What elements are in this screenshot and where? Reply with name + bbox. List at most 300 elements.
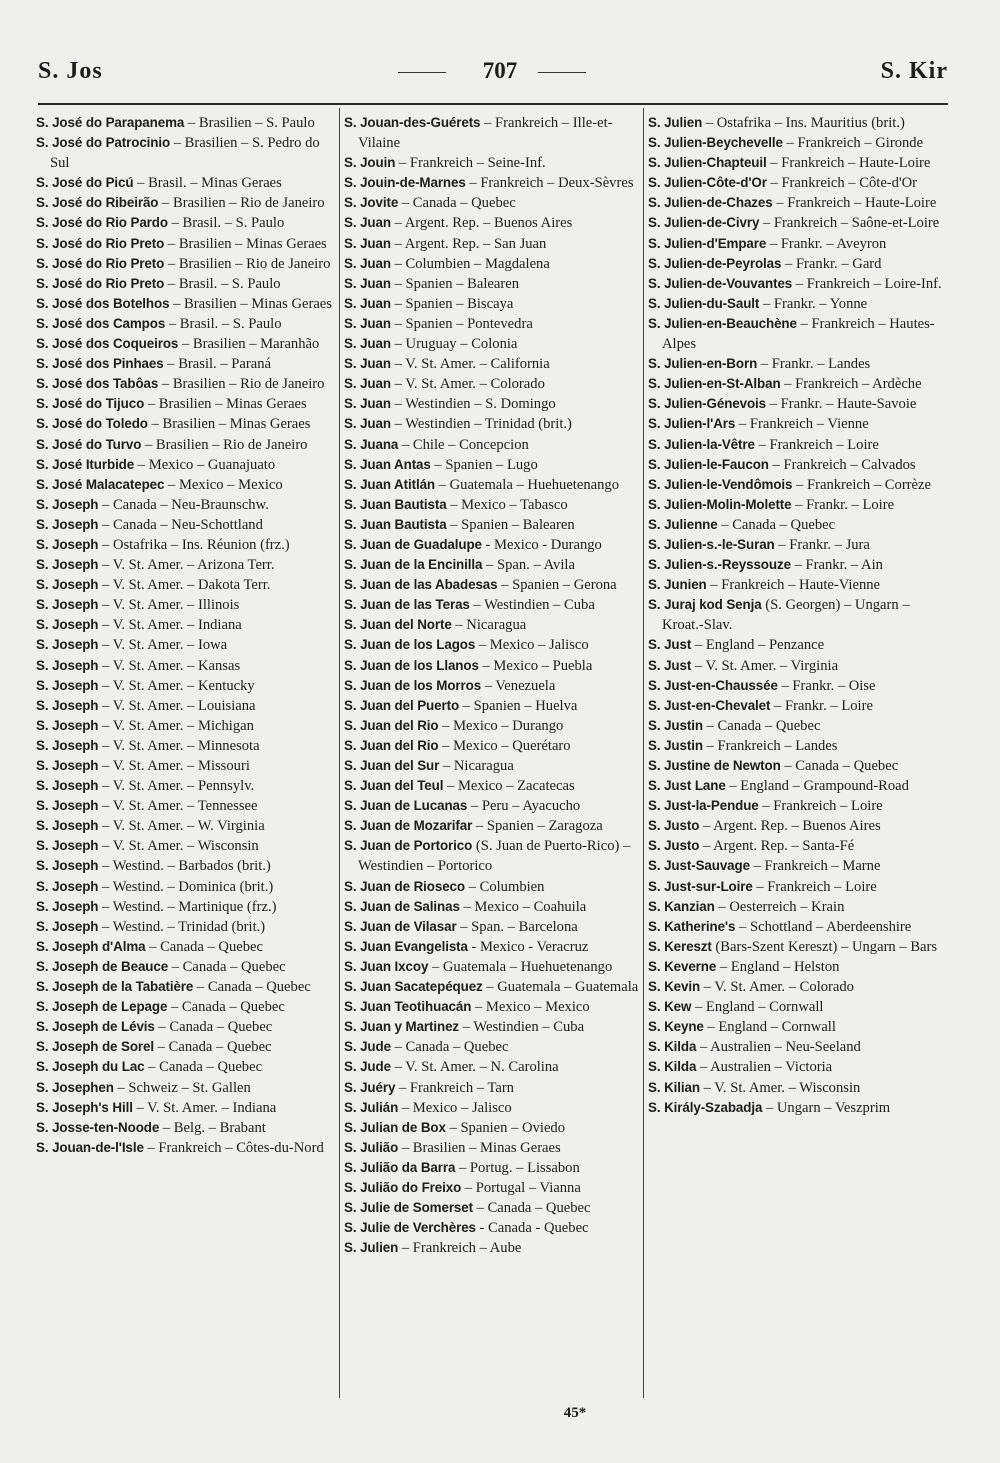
place-name: S. Juan de Lucanas bbox=[344, 798, 468, 814]
gazetteer-entry bbox=[344, 1078, 644, 1098]
place-name: S. Juan bbox=[344, 315, 391, 331]
place-location: – Frankr. – Landes bbox=[757, 356, 871, 373]
gazetteer-entry bbox=[648, 294, 948, 314]
page-header bbox=[0, 58, 1000, 92]
place-name: S. Kilda bbox=[648, 1039, 697, 1055]
gazetteer-entry bbox=[344, 1037, 644, 1057]
place-name: S. Jouan-des-Guérets bbox=[344, 115, 481, 130]
place-location: – Brasil. – S. Paulo bbox=[167, 215, 285, 232]
place-location: – England – Helston bbox=[716, 958, 840, 975]
place-location: – Chile – Concepcion bbox=[398, 436, 529, 453]
place-location: – Spanien – Balearen bbox=[446, 516, 575, 533]
gazetteer-entry bbox=[648, 776, 948, 796]
place-location: – Canada – Quebec bbox=[390, 1039, 509, 1056]
gazetteer-entry bbox=[344, 615, 644, 635]
gazetteer-entry bbox=[344, 515, 644, 535]
place-location: – V. St. Amer. – Iowa bbox=[98, 637, 228, 654]
place-location: - Canada - Quebec bbox=[475, 1220, 589, 1237]
gazetteer-entry bbox=[36, 696, 336, 716]
gazetteer-entry bbox=[36, 354, 336, 374]
place-location: – Frankr. – Loire bbox=[791, 496, 895, 513]
gazetteer-entry bbox=[344, 354, 644, 374]
gazetteer-entry bbox=[648, 897, 948, 917]
gazetteer-entry bbox=[36, 957, 336, 977]
place-name: S. Juan de los Morros bbox=[344, 677, 482, 693]
gazetteer-entry bbox=[648, 1098, 948, 1118]
place-location: – Columbien – Magdalena bbox=[390, 255, 550, 272]
place-location: – Span. – Avila bbox=[482, 557, 575, 574]
place-name: S. Joseph bbox=[36, 818, 99, 834]
gazetteer-entry bbox=[36, 756, 336, 776]
place-name: S. Juan de Guadalupe bbox=[344, 536, 482, 552]
place-name: S. Juan de Mozarifar bbox=[344, 818, 473, 834]
place-location: – Frankreich – Tarn bbox=[395, 1079, 514, 1096]
gazetteer-entry bbox=[344, 1118, 644, 1138]
gazetteer-entry bbox=[648, 394, 948, 414]
column-3 bbox=[648, 113, 948, 1403]
gazetteer-entry bbox=[36, 1118, 336, 1138]
place-name: S. Julien-d'Empare bbox=[648, 235, 767, 251]
place-name: S. Joseph d'Alma bbox=[36, 938, 146, 954]
place-name: S. Joseph de Sorel bbox=[36, 1039, 155, 1055]
place-name: S. José do Turvo bbox=[36, 436, 142, 452]
place-location: – V. St. Amer. – Kentucky bbox=[98, 677, 255, 694]
place-name: S. Joseph de Beauce bbox=[36, 958, 169, 974]
place-name: S. José do Toledo bbox=[36, 416, 148, 432]
gazetteer-entry bbox=[648, 937, 948, 957]
place-name: S. José dos Botelhos bbox=[36, 295, 170, 311]
place-location: – Mexico – Mexico bbox=[471, 999, 590, 1016]
gazetteer-entry bbox=[648, 957, 948, 977]
place-name: S. Joseph bbox=[36, 496, 99, 512]
place-name: S. Joseph bbox=[36, 637, 99, 653]
place-name: S. Julien-Chapteuil bbox=[648, 155, 767, 171]
place-name: S. Julião bbox=[344, 1139, 399, 1155]
gazetteer-entry bbox=[344, 254, 644, 274]
place-location: – Frankreich – Loire bbox=[758, 798, 883, 815]
gazetteer-entry bbox=[36, 133, 336, 173]
gazetteer-entry bbox=[648, 213, 948, 233]
place-location: – Frankr. – Ain bbox=[790, 557, 883, 574]
header-left-keyword: S. Jos bbox=[38, 58, 103, 84]
place-location: – Brasilien – Rio de Janeiro bbox=[141, 436, 308, 453]
place-name: S. Justine de Newton bbox=[648, 758, 781, 773]
gazetteer-entry bbox=[344, 535, 644, 555]
place-location: – Ungarn – Veszprim bbox=[762, 1099, 891, 1116]
place-name: S. Keverne bbox=[648, 958, 717, 974]
signature-mark: 45* bbox=[563, 1405, 587, 1421]
gazetteer-entry bbox=[344, 937, 644, 957]
gazetteer-entry bbox=[648, 193, 948, 213]
place-name: S. Juan de la Encinilla bbox=[344, 557, 483, 573]
gazetteer-entry bbox=[36, 816, 336, 836]
gazetteer-entry bbox=[344, 495, 644, 515]
place-name: S. Jouin-de-Marnes bbox=[344, 175, 466, 191]
place-name: S. Just-en-Chevalet bbox=[648, 697, 771, 713]
place-location: (S. Juan de Puerto-Rico) – Westindien – Portorico bbox=[358, 838, 631, 875]
gazetteer-entry bbox=[344, 796, 644, 816]
place-name: S. Joseph's Hill bbox=[36, 1099, 133, 1115]
place-name: S. Justin bbox=[648, 737, 703, 753]
place-location: – Frankr. – Aveyron bbox=[766, 235, 887, 252]
place-name: S. Juan Atitlán bbox=[344, 476, 436, 492]
place-name: S. Juan bbox=[344, 336, 391, 352]
gazetteer-entry bbox=[344, 997, 644, 1017]
gazetteer-entry bbox=[36, 897, 336, 917]
place-location: – Canada – Quebec bbox=[144, 1059, 263, 1076]
place-location: – Frankreich – Landes bbox=[702, 737, 838, 754]
place-location: – Australien – Neu-Seeland bbox=[696, 1039, 861, 1056]
gazetteer-entry bbox=[36, 776, 336, 796]
place-name: S. Kanzian bbox=[648, 898, 715, 914]
place-name: S. Joseph bbox=[36, 737, 99, 753]
place-location: – Brasil. – Minas Geraes bbox=[133, 175, 282, 192]
gazetteer-entry bbox=[648, 676, 948, 696]
gazetteer-entry bbox=[648, 575, 948, 595]
place-name: S. Joseph bbox=[36, 838, 99, 854]
place-location: – Portugal – Vianna bbox=[461, 1179, 581, 1196]
place-location: – Oesterreich – Krain bbox=[714, 898, 845, 915]
gazetteer-entry bbox=[344, 575, 644, 595]
place-location: – Brasil. – S. Paulo bbox=[164, 275, 281, 292]
gazetteer-entry bbox=[344, 153, 644, 173]
gazetteer-entry bbox=[36, 595, 336, 615]
place-name: S. Juan del Teul bbox=[344, 778, 444, 794]
place-name: S. Juan Antas bbox=[344, 456, 431, 472]
place-location: – Mexico – Puebla bbox=[478, 657, 593, 674]
place-name: S. Justo bbox=[648, 838, 700, 854]
place-location: – Frankr. – Jura bbox=[774, 536, 870, 553]
gazetteer-entry bbox=[648, 836, 948, 856]
place-location: – Ostafrika – Ins. Réunion (frz.) bbox=[98, 536, 290, 553]
gazetteer-entry bbox=[344, 1138, 644, 1158]
place-location: – Spanien – Gerona bbox=[497, 577, 617, 594]
place-name: S. José do Ribeirão bbox=[36, 195, 159, 211]
gazetteer-entry bbox=[648, 173, 948, 193]
place-name: S. Joseph bbox=[36, 657, 99, 673]
place-name: S. Kereszt bbox=[648, 938, 712, 954]
gazetteer-entry bbox=[344, 1178, 644, 1198]
place-name: S. Julien bbox=[344, 1240, 399, 1256]
place-name: S. Joseph bbox=[36, 597, 99, 613]
gazetteer-entry bbox=[648, 656, 948, 676]
column-divider bbox=[339, 108, 340, 1398]
place-name: S. Juan del Rio bbox=[344, 717, 439, 733]
gazetteer-entry bbox=[36, 1037, 336, 1057]
place-location: – Argent. Rep. – San Juan bbox=[390, 235, 547, 252]
place-location: – V. St. Amer. – N. Carolina bbox=[390, 1059, 559, 1076]
place-name: S. Julien-le-Vendômois bbox=[648, 476, 793, 492]
gazetteer-entry bbox=[36, 435, 336, 455]
place-location: – Spanien – Lugo bbox=[430, 456, 538, 473]
place-name: S. Julien-du-Sault bbox=[648, 295, 760, 311]
gazetteer-entry bbox=[648, 414, 948, 434]
place-name: S. Julião da Barra bbox=[344, 1159, 456, 1175]
place-location: – Venezuela bbox=[481, 677, 556, 694]
gazetteer-entry bbox=[344, 1218, 644, 1238]
gazetteer-entry bbox=[344, 314, 644, 334]
place-name: S. Joseph bbox=[36, 536, 99, 552]
place-name: S. Joseph bbox=[36, 898, 99, 914]
place-name: S. Joseph bbox=[36, 717, 99, 733]
place-location: – Mexico – Querétaro bbox=[438, 737, 571, 754]
place-name: S. Julie de Verchères bbox=[344, 1220, 476, 1236]
place-name: S. Joseph de Lepage bbox=[36, 999, 168, 1015]
gazetteer-entry bbox=[648, 113, 948, 133]
place-location: – V. St. Amer. – Colorado bbox=[390, 376, 545, 393]
place-location: – Canada – Quebec bbox=[167, 999, 285, 1016]
place-name: S. Juan Teotihuacán bbox=[344, 999, 472, 1015]
place-name: S. Just bbox=[648, 637, 692, 653]
gazetteer-entry bbox=[648, 816, 948, 836]
gazetteer-entry bbox=[344, 716, 644, 736]
place-name: S. Just Lane bbox=[648, 778, 726, 794]
place-name: S. José Iturbide bbox=[36, 456, 135, 472]
place-location: – Australien – Victoria bbox=[696, 1059, 833, 1076]
place-location: – Frankreich – Hautes-Alpes bbox=[662, 315, 935, 353]
gazetteer-entry bbox=[648, 475, 948, 495]
place-name: S. José do Patrocinio bbox=[36, 135, 171, 151]
gazetteer-entry bbox=[648, 234, 948, 254]
place-location: – Westind. – Trinidad (brit.) bbox=[98, 918, 266, 935]
gazetteer-entry bbox=[36, 535, 336, 555]
place-name: S. Jude bbox=[344, 1039, 391, 1055]
place-location: – Guatemala – Huehuetenango bbox=[428, 958, 613, 975]
place-location: – Frankreich – Côte-d'Or bbox=[766, 175, 917, 192]
place-location: – Frankreich – Calvados bbox=[768, 456, 916, 473]
place-location: – V. St. Amer. – Michigan bbox=[98, 717, 254, 734]
gazetteer-entry bbox=[344, 113, 644, 153]
gazetteer-entry bbox=[36, 475, 336, 495]
place-name: S. Jude bbox=[344, 1059, 391, 1075]
place-location: – Schweiz – St. Gallen bbox=[113, 1079, 251, 1096]
place-name: S. José do Picú bbox=[36, 175, 134, 191]
gazetteer-entry bbox=[36, 977, 336, 997]
place-name: S. Juan Ixcoy bbox=[344, 958, 429, 974]
place-location: – V. St. Amer. – California bbox=[390, 356, 550, 373]
place-location: – Frankr. – Haute-Savoie bbox=[766, 396, 917, 413]
gazetteer-entry bbox=[344, 736, 644, 756]
gazetteer-entry bbox=[648, 917, 948, 937]
gazetteer-entry bbox=[36, 515, 336, 535]
gazetteer-entry bbox=[648, 354, 948, 374]
gazetteer-entry bbox=[344, 917, 644, 937]
place-location: – Argent. Rep. – Buenos Aires bbox=[699, 818, 881, 835]
place-location: – Westindien – Cuba bbox=[469, 597, 595, 614]
place-location: – Brasil. – S. Paulo bbox=[165, 315, 282, 332]
place-location: – Frankreich – Loire bbox=[752, 878, 877, 895]
gazetteer-entry bbox=[344, 776, 644, 796]
gazetteer-entry bbox=[36, 414, 336, 434]
place-location: – V. St. Amer. – Wisconsin bbox=[699, 1079, 861, 1096]
place-name: S. José do Tijuco bbox=[36, 396, 145, 412]
gazetteer-entry bbox=[36, 575, 336, 595]
gazetteer-entry bbox=[648, 535, 948, 555]
place-location: – Canada – Quebec bbox=[193, 979, 311, 996]
place-location: – Frankreich – Côtes-du-Nord bbox=[143, 1139, 324, 1156]
place-location: – Ostafrika – Ins. Mauritius (brit.) bbox=[702, 115, 905, 131]
page-number: 707 bbox=[482, 58, 518, 83]
place-location: – Frankr. – Oise bbox=[777, 677, 876, 694]
gazetteer-entry bbox=[36, 836, 336, 856]
gazetteer-entry bbox=[344, 676, 644, 696]
place-location: – Argent. Rep. – Buenos Aires bbox=[390, 215, 573, 232]
place-location: – Peru – Ayacucho bbox=[467, 798, 581, 815]
gazetteer-entry bbox=[648, 254, 948, 274]
gazetteer-entry bbox=[648, 796, 948, 816]
place-name: S. Julien-Beychevelle bbox=[648, 135, 783, 151]
gazetteer-entry bbox=[344, 977, 644, 997]
place-name: S. Juan de las Abadesas bbox=[344, 577, 498, 593]
place-location: – Uruguay – Colonia bbox=[390, 336, 518, 353]
place-location: – Span. – Barcelona bbox=[456, 918, 578, 935]
gazetteer-entry bbox=[344, 595, 644, 615]
place-name: S. Joseph bbox=[36, 758, 99, 773]
gazetteer-entry bbox=[648, 1037, 948, 1057]
place-location: – Canada – Quebec bbox=[717, 516, 836, 533]
gazetteer-entry bbox=[648, 595, 948, 635]
place-name: S. Joseph bbox=[36, 697, 99, 713]
gazetteer-entry bbox=[344, 656, 644, 676]
place-location: – Guatemala – Huehuetenango bbox=[435, 476, 619, 493]
place-name: S. Juan del Puerto bbox=[344, 697, 460, 713]
gazetteer-entry bbox=[648, 856, 948, 876]
gazetteer-entry bbox=[36, 193, 336, 213]
place-name: S. Joseph bbox=[36, 577, 99, 593]
place-name: S. Joseph bbox=[36, 677, 99, 693]
place-location: – Frankreich – Ille-et-Vilaine bbox=[358, 115, 613, 152]
place-name: S. José do Rio Preto bbox=[36, 275, 165, 291]
place-name: S. Julien-s.-Reyssouze bbox=[648, 557, 791, 573]
place-name: S. Juan de los Llanos bbox=[344, 657, 479, 673]
header-right-keyword: S. Kir bbox=[880, 58, 948, 84]
gazetteer-entry bbox=[36, 374, 336, 394]
place-name: S. Julien-le-Faucon bbox=[648, 456, 769, 472]
column-divider bbox=[643, 108, 644, 1398]
place-name: S. Juan del Norte bbox=[344, 617, 452, 633]
place-location: - Mexico - Veracruz bbox=[467, 938, 589, 955]
place-location: – Canada – Quebec bbox=[472, 1200, 591, 1217]
place-name: S. Joseph du Lac bbox=[36, 1059, 145, 1075]
place-name: S. Joseph bbox=[36, 778, 99, 794]
place-name: S. Julie de Somerset bbox=[344, 1200, 473, 1216]
gazetteer-entry bbox=[36, 917, 336, 937]
gazetteer-entry bbox=[36, 1138, 336, 1158]
place-location: – Brasilien – Rio de Janeiro bbox=[158, 195, 325, 212]
place-location: – Mexico – Guanajuato bbox=[134, 456, 276, 473]
gazetteer-entry bbox=[344, 455, 644, 475]
place-name: S. Julienne bbox=[648, 516, 718, 532]
place-name: S. Katherine's bbox=[648, 918, 736, 934]
place-name: S. Juan de Portorico bbox=[344, 838, 473, 854]
place-location: – Brasilien – Minas Geraes bbox=[164, 235, 327, 252]
place-location: – V. St. Amer. – Indiana bbox=[132, 1099, 277, 1116]
place-location: – Frankreich – Haute-Loire bbox=[766, 155, 931, 172]
place-name: S. José dos Pinhaes bbox=[36, 356, 164, 372]
place-location: – Frankreich – Vienne bbox=[735, 416, 869, 433]
place-name: S. Just-la-Pendue bbox=[648, 798, 759, 814]
place-name: S. Juan bbox=[344, 416, 391, 432]
gazetteer-entry bbox=[648, 716, 948, 736]
place-location: – Canada – Quebec bbox=[154, 1019, 273, 1036]
place-location: – Brasilien – Rio de Janeiro bbox=[164, 255, 331, 272]
gazetteer-entry bbox=[344, 756, 644, 776]
place-location: – Spanien – Pontevedra bbox=[390, 315, 533, 332]
place-location: (S. Georgen) – Ungarn – Kroat.-Slav. bbox=[662, 597, 910, 634]
place-location: – England – Grampound-Road bbox=[725, 778, 909, 795]
gazetteer-entry bbox=[36, 656, 336, 676]
place-location: – Westind. – Barbados (brit.) bbox=[98, 858, 271, 875]
gazetteer-entry bbox=[36, 877, 336, 897]
gazetteer-entry bbox=[648, 515, 948, 535]
place-name: S. José dos Coqueiros bbox=[36, 336, 179, 352]
gazetteer-entry bbox=[648, 455, 948, 475]
place-name: S. Juan de las Teras bbox=[344, 597, 470, 613]
place-name: S. Juan de Rioseco bbox=[344, 878, 465, 894]
gazetteer-entry bbox=[36, 334, 336, 354]
gazetteer-entry bbox=[36, 495, 336, 515]
gazetteer-entry bbox=[648, 133, 948, 153]
place-location: – Canada – Quebec bbox=[154, 1039, 272, 1056]
place-location: – Canada – Quebec bbox=[398, 195, 516, 212]
place-name: S. Juan de los Lagos bbox=[344, 637, 476, 653]
place-location: – Spanien – Huelva bbox=[459, 697, 578, 714]
gazetteer-entry bbox=[344, 696, 644, 716]
place-location: – Mexico – Zacatecas bbox=[443, 778, 575, 795]
place-name: S. Keyne bbox=[648, 1019, 704, 1035]
place-location: – Frankreich – Aube bbox=[398, 1240, 522, 1257]
place-location: – Belg. – Brabant bbox=[159, 1119, 266, 1136]
place-name: S. Juan bbox=[344, 295, 391, 311]
place-location: – Brasilien – Rio de Janeiro bbox=[158, 376, 325, 393]
gazetteer-entry bbox=[648, 274, 948, 294]
place-location: - Mexico - Durango bbox=[481, 536, 602, 553]
place-name: S. Kilda bbox=[648, 1059, 697, 1075]
gazetteer-entry bbox=[36, 856, 336, 876]
place-name: S. Juan bbox=[344, 235, 391, 251]
gazetteer-entry bbox=[344, 1098, 644, 1118]
place-location: – Guatemala – Guatemala bbox=[482, 979, 639, 996]
place-name: S. Julião do Freixo bbox=[344, 1179, 462, 1195]
gazetteer-entry bbox=[344, 294, 644, 314]
place-name: S. Justo bbox=[648, 818, 700, 834]
place-name: S. Joseph bbox=[36, 858, 99, 874]
place-location: – Portug. – Lissabon bbox=[455, 1159, 580, 1176]
place-location: – Westind. – Martinique (frz.) bbox=[98, 898, 277, 915]
place-location: – Mexico – Mexico bbox=[164, 476, 283, 493]
place-name: S. Just-en-Chaussée bbox=[648, 677, 778, 693]
gazetteer-entry bbox=[344, 1158, 644, 1178]
place-name: S. Just-Sauvage bbox=[648, 858, 750, 874]
place-location: – Frankreich – Seine-Inf. bbox=[395, 155, 546, 172]
gazetteer-entry bbox=[344, 836, 644, 876]
place-location: – Frankreich – Ardèche bbox=[780, 376, 922, 393]
place-name: S. Juan bbox=[344, 396, 391, 412]
page-footer bbox=[0, 1405, 1000, 1422]
gazetteer-entry bbox=[36, 555, 336, 575]
place-name: S. Juan bbox=[344, 215, 391, 231]
place-name: S. José do Rio Preto bbox=[36, 235, 165, 251]
gazetteer-entry bbox=[36, 1057, 336, 1077]
place-name: S. Kilian bbox=[648, 1079, 700, 1095]
place-location: – Brasilien – Minas Geraes bbox=[398, 1139, 561, 1156]
place-name: S. Julien-de-Vouvantes bbox=[648, 275, 793, 291]
place-location: – Frankr. – Gard bbox=[781, 255, 882, 272]
gazetteer-entry bbox=[648, 736, 948, 756]
place-name: S. Julien-l'Ars bbox=[648, 416, 736, 432]
place-name: S. Julien-en-Beauchène bbox=[648, 315, 797, 331]
gazetteer-entry bbox=[648, 555, 948, 575]
